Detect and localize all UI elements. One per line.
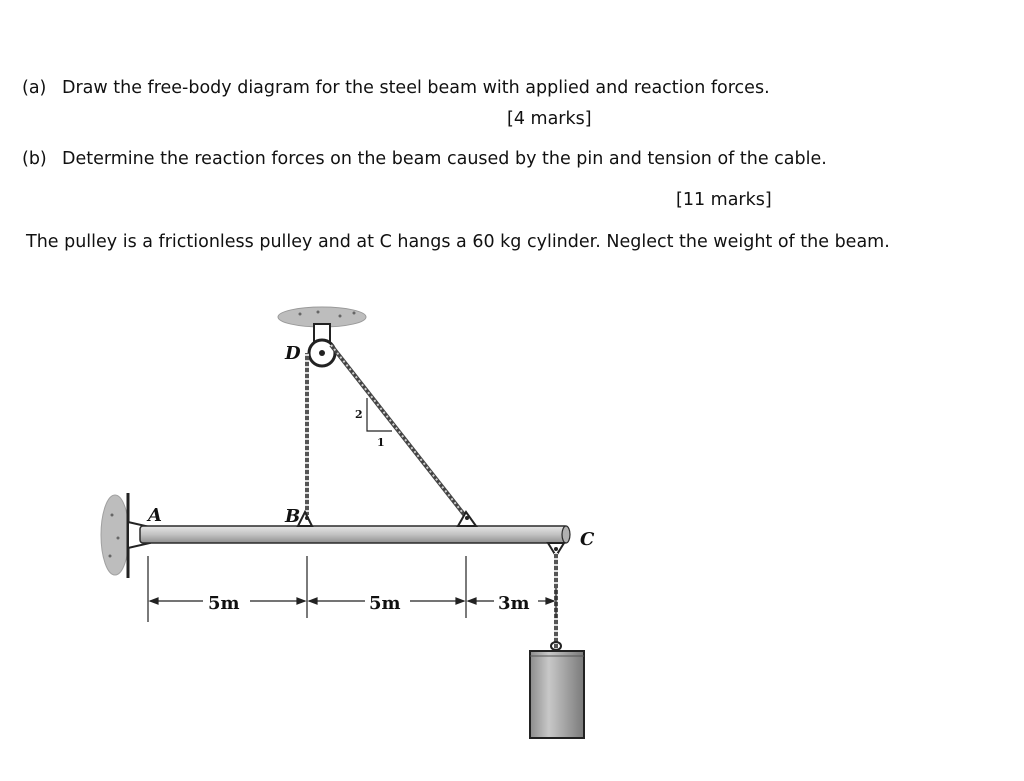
dim-cable-c-label: 3m	[498, 593, 530, 614]
steel-beam	[140, 526, 568, 543]
question-b-marks: [11 marks]	[676, 190, 772, 210]
problem-statement: The pulley is a frictionless pulley and at C hangs a 60 kg cylinder. Neglect the weight of the beam.	[26, 232, 890, 252]
question-b-text: Determine the reaction forces on the beam caused by the pin and tension of the cable.	[62, 149, 827, 169]
slope-run-label: 1	[377, 436, 385, 449]
slope-rise-label: 2	[355, 408, 363, 421]
question-a-marks: [4 marks]	[507, 109, 592, 129]
question-a-label: (a)	[22, 78, 47, 98]
point-label-d: D	[285, 343, 301, 364]
question-a-text: Draw the free-body diagram for the steel beam with applied and reaction forces.	[62, 78, 770, 98]
point-label-c: C	[580, 529, 595, 550]
slope-triangle	[355, 398, 392, 449]
point-label-b: B	[285, 506, 301, 527]
cable-db	[305, 353, 309, 515]
question-b-label: (b)	[22, 149, 47, 169]
cylinder-60kg	[530, 642, 584, 738]
dim-ab-label: 5m	[208, 593, 240, 614]
dim-b-cable-label: 5m	[369, 593, 401, 614]
pulley-d	[309, 340, 335, 366]
point-label-a: A	[148, 505, 162, 526]
